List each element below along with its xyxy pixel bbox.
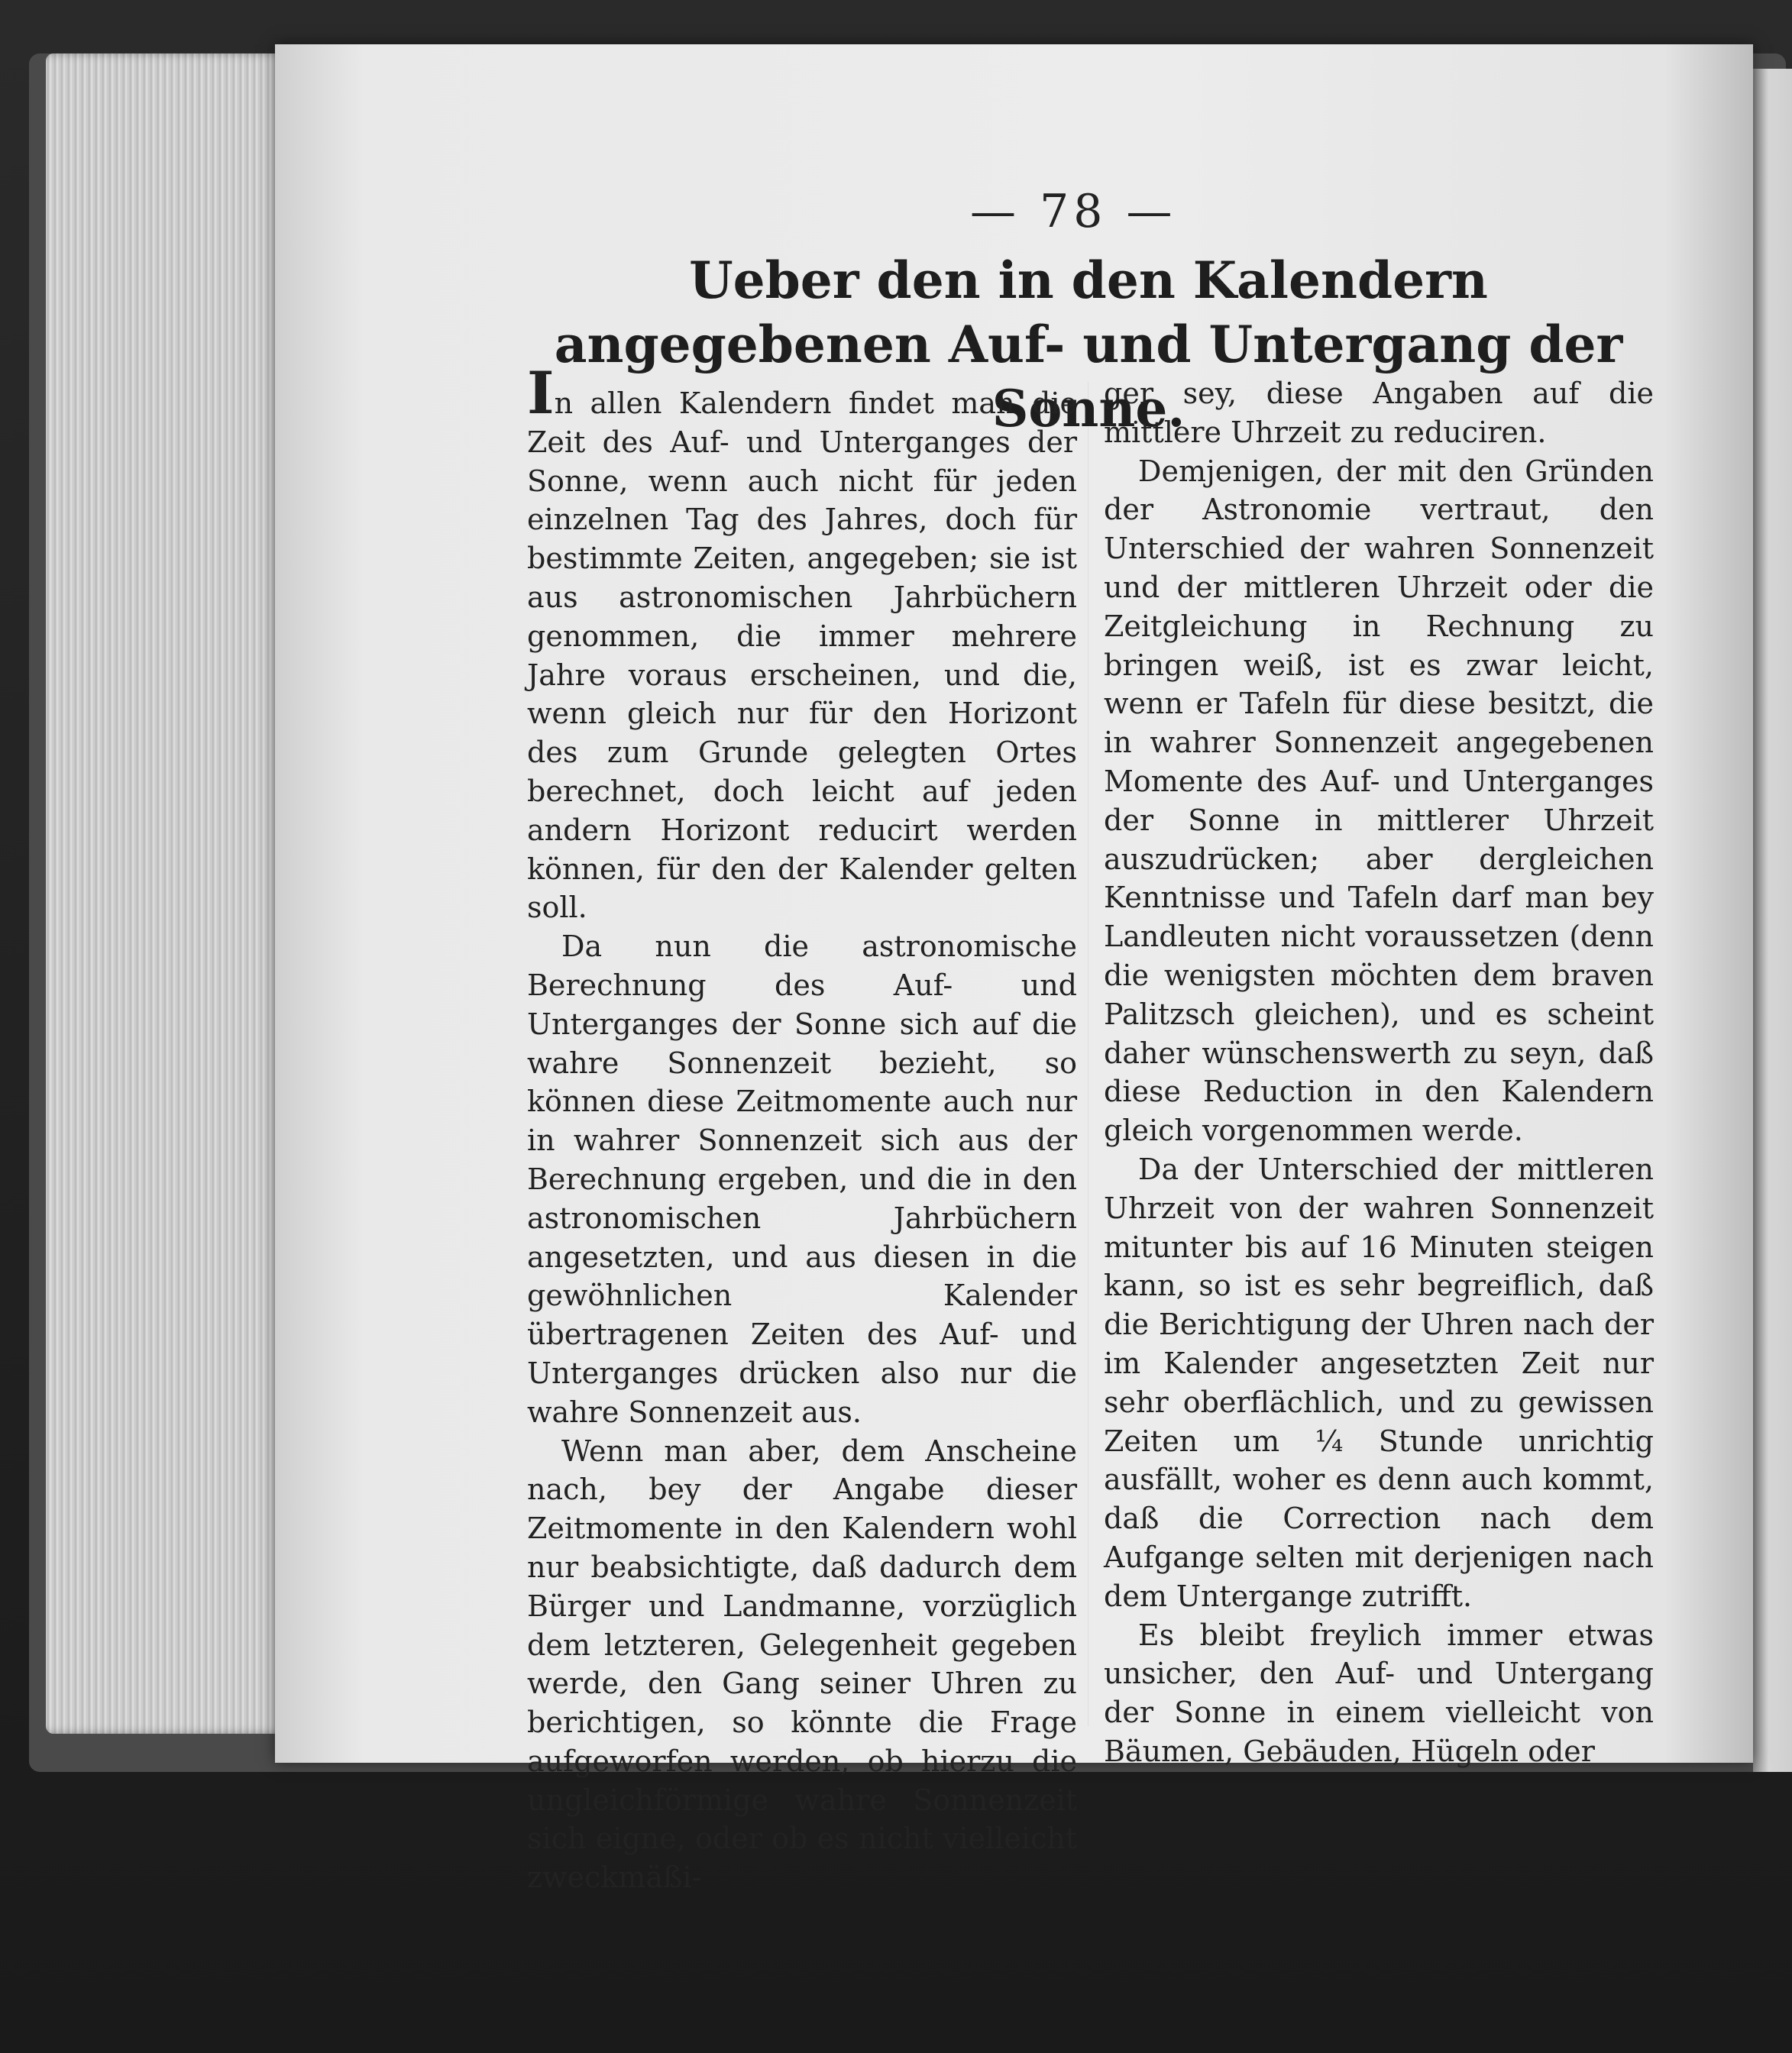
page-stack-edge [46,53,290,1734]
paragraph: Wenn man aber, dem Anscheine nach, bey der Angabe dieser Zeitmomente in den Kalendern wohl nur beabsichtigte, daß dadurch dem Bürger und Landmanne, vorzüglich dem letzteren, Gelegenheit gegeben werde, den Gang seiner Uhren zu berichtigen, so könnte die Frage aufgeworfen werden, ob hierzu die ungleichförmige wahre Sonnenzeit sich eigne, oder ob es nicht vielleicht zweckmäßi- [527,1434,1077,1895]
left-column [527,359,1077,1897]
paragraph: Da der Unterschied der mittleren Uhrzeit von der wahren Sonnenzeit mitunter bis auf 16 Minuten steigen kann, so ist es sehr begreiflich, daß die Berichtigung der Uhren nach der im Kalender angesetzten Zeit nur sehr oberflächlich, und zu gewissen Zeiten um ¼ Stunde unrichtig ausfällt, woher es denn auch kommt, daß die Correction nach dem Aufgange selten mit derjenigen nach dem Untergange zutrifft. [1104,1152,1654,1613]
page-number: — 78 — [970,185,1177,238]
drop-cap: I [527,359,555,427]
paragraph: Demjenigen, der mit den Gründen der Astronomie vertraut, den Unterschied der wahren Sonnenzeit und der mittleren Uhrzeit oder die Zeitgleichung in Rechnung zu bringen weiß, ist es zwar leicht, wenn er Tafeln für diese besitzt, die in wahrer Sonnenzeit angegebenen Momente des Auf- und Unterganges der Sonne in mittlerer Uhrzeit auszudrücken; aber dergleichen Kenntnisse und Tafeln darf man bey Landleuten nicht voraussetzen (denn die wenigsten möchten dem braven Palitzsch gleichen), und es scheint daher wünschenswerth zu seyn, daß diese Reduction in den Kalendern gleich vorgenommen werde. [1104,454,1654,1148]
paragraph: Es bleibt freylich immer etwas unsicher, den Auf- und Untergang der Sonne in einem vielleicht von Bäumen, Gebäuden, Hügeln oder [1104,1618,1654,1768]
paragraph-continued: ger sey, diese Angaben auf die mittlere Uhrzeit zu reduciren. [1104,377,1654,449]
paragraph-text: n allen Kalendern findet man die Zeit des Auf- und Unterganges der Sonne, wenn auch nicht für jeden einzelnen Tag des Jahres, doch für bestimmte Zeiten, angegeben; sie ist aus astronomischen Jahrbüchern genommen, die immer mehrere Jahre voraus erscheinen, und die, wenn gleich nur für den Horizont des zum Grunde gelegten Ortes berechnet, doch leicht auf jeden andern Horizont reducirt werden können, für den der Kalender gelten soll. [527,386,1077,925]
facing-page-edge [1753,69,1792,1772]
paragraph: Da nun die astronomische Berechnung des Auf- und Unterganges der Sonne sich auf die wahre Sonnenzeit bezieht, so können diese Zeitmomente auch nur in wahrer Sonnenzeit sich aus der Berechnung ergeben, und die in den astronomischen Jahrbüchern angesetzten, und aus diesen in die gewöhnlichen Kalender übertragenen Zeiten des Auf- und Unterganges drücken also nur die wahre Sonnenzeit aus. [527,930,1077,1429]
right-column [1104,374,1654,1771]
paragraph [527,359,1077,927]
article-title: Ueber den in den Kalendern angegebenen Auf- und Untergang der Sonne. [554,251,1623,438]
